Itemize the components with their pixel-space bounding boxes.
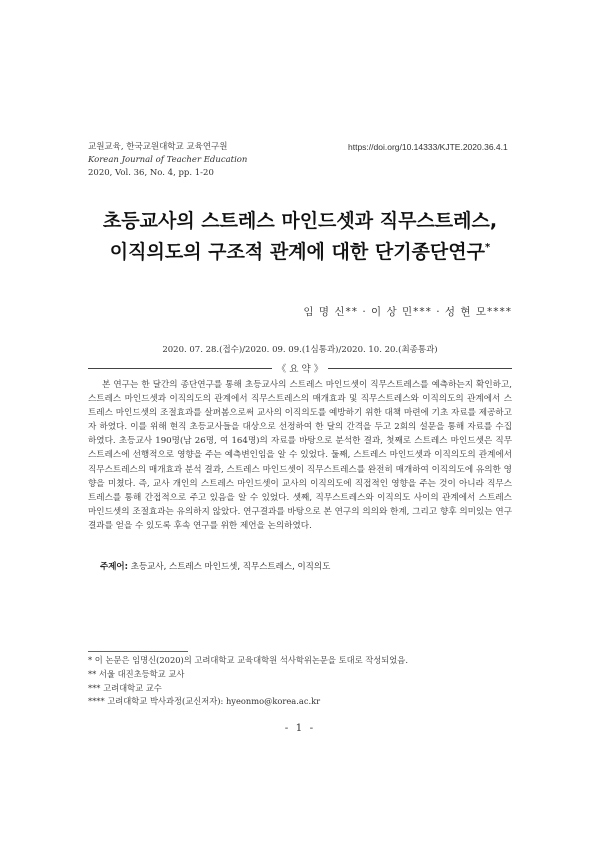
keywords-label: 주제어: xyxy=(100,562,129,572)
submission-dates: 2020. 07. 28.(접수)/2020. 09. 09.(1심통과)/2020. 10. 20.(최종통과) xyxy=(162,345,438,355)
footnote-author-2: *** 고려대학교 교수 xyxy=(88,682,162,693)
paper-title-line-2 xyxy=(40,237,560,267)
footnotes xyxy=(88,654,408,709)
footnote-author-1: ** 서울 대진초등학교 교사 xyxy=(88,668,185,679)
publisher-line: 교원교육, 한국교원대학교 교육연구원 xyxy=(88,142,228,152)
journal-english-name: Korean Journal of Teacher Education xyxy=(88,155,248,165)
footnote-thesis: * 이 논문은 임명신(2020)의 고려대학교 교육대학원 석사학위논문을 토대로 작성되었음. xyxy=(88,655,408,665)
page-number: - 1 - xyxy=(284,722,316,734)
keywords xyxy=(100,560,330,572)
keywords-text: 초등교사, 스트레스 마인드셋, 직무스트레스, 이직의도 xyxy=(130,562,331,572)
abstract-paragraph: 본 연구는 한 달간의 종단연구를 통해 초등교사의 스트레스 마인드셋이 직무스트레스를 예측하는지 확인하고, 스트레스 마인드셋과 이직의도의 관계에서 직무스트레스의 매개효과 및 직무스트레스와 이직의도의 관계에서 스트레스 마인드셋의 조절효과를 살펴봄으로써 교사의 이직의도를 예방하기 위한 대책 마련에 기초 자료를 제공하고자 하였다. 이를 위해 현직 초등교사들을 대상으로 선정하여 한 달의 간격을 두고 2회의 설문을 통해 자료를 수집하였다. 초등교사 190명(남 26명, 여 164명)의 자료를 바탕으로 분석한 결과, 첫째로 스트레스 마인드셋은 직무스트레스에 선행적으로 영향을 주는 예측변인임을 알 수 있었다. 둘째, 스트레스 마인드셋과 이직의도의 관계에서 직무스트레스의 매개효과 분석 결과, 스트레스 마인드셋이 직무스트레스를 완전히 매개하여 이직의도에 유의한 영향을 미쳤다. 즉, 교사 개인의 스트레스 마인드셋이 교사의 이직의도에 직접적인 영향을 주는 것이 아니라 직무스트레스를 통해 간접적으로 주고 있음을 알 수 있었다. 셋째, 직무스트레스와 이직의도 사이의 관계에서 스트레스 마인드셋의 조절효과는 유의하지 않았다. 연구결과를 바탕으로 본 연구의 의의와 한계, 그리고 향후 의미있는 연구결과를 얻을 수 있도록 후속 연구를 위한 제언을 논의하였다. xyxy=(88,380,512,531)
footnote-author-3: **** 고려대학교 박사과정(교신저자): hyeonmo@korea.ac.kr xyxy=(88,696,321,707)
volume-info: 2020, Vol. 36, No. 4, pp. 1-20 xyxy=(88,168,214,178)
journal-header xyxy=(88,141,247,180)
doi-link[interactable]: https://doi.org/10.14333/KJTE.2020.36.4.1 xyxy=(348,142,508,152)
author-list: 임 명 신** · 이 상 민*** · 성 현 모**** xyxy=(303,306,512,318)
title-footnote-marker: * xyxy=(484,242,491,253)
paper-title-line-1: 초등교사의 스트레스 마인드셋과 직무스트레스, xyxy=(102,210,498,232)
abstract-heading: 《 요 약 》 xyxy=(272,361,328,375)
footnote-divider xyxy=(88,651,188,652)
paper-title-line-2-text: 이직의도의 구조적 관계에 대한 단기종단연구 xyxy=(109,241,485,263)
abstract-body xyxy=(88,378,512,533)
